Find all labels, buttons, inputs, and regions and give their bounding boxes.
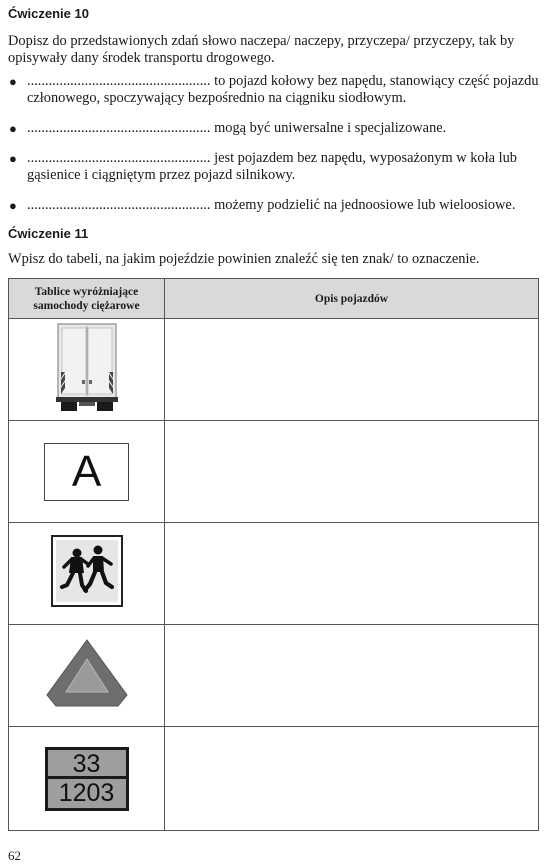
sentence-text: mogą być uniwersalne i specjalizowane. (210, 120, 447, 136)
un-number: 1203 (58, 778, 115, 807)
exercise-11-instruction: Wpisz do tabeli, na jakim pojeździe powinien znaleźć się ten znak/ to oznaczenie. (8, 251, 480, 267)
table-row (9, 727, 539, 831)
hazard-number: 33 (48, 750, 126, 779)
adr-hazard-plate-icon (45, 747, 129, 811)
table-row (9, 319, 539, 421)
vehicle-sign-table (8, 278, 539, 831)
answer-blank[interactable]: ................................................... (27, 73, 211, 89)
description-cell[interactable] (165, 727, 539, 831)
list-item (8, 150, 543, 184)
sign-letter: A (71, 446, 102, 496)
letter-a-sign-icon (44, 443, 129, 501)
exercise-10-instruction: Dopisz do przedstawionych zdań słowo naczepa/ naczepy, przyczepa/ przyczepy, tak by opisywały dany środek transportu drogowego. (8, 33, 515, 66)
sign-cell (9, 319, 165, 421)
children-transport-sign-icon (51, 535, 123, 607)
table-row (9, 421, 539, 523)
sign-cell (9, 421, 165, 523)
truck-rear-marking-icon (54, 322, 120, 412)
sign-cell (9, 727, 165, 831)
exercise-10-title: Ćwiczenie 10 (8, 6, 89, 21)
column-header-description: Opis pojazdów (165, 279, 539, 319)
exercise-10-list (8, 73, 543, 214)
answer-blank[interactable]: ................................................... (27, 120, 211, 136)
answer-blank[interactable]: ................................................... (27, 197, 211, 213)
sentence-text: możemy podzielić na jednoosiowe lub wieloosiowe. (210, 197, 516, 213)
list-item (8, 73, 543, 107)
bullet-icon: ● (9, 198, 17, 213)
answer-blank[interactable]: ................................................... (27, 150, 211, 166)
table-row (9, 523, 539, 625)
sentence-text: to pojazd kołowy bez napędu, stanowiący część pojazdu członowego, spoczywający bezpośrednio na ciągniku siodłowym. (27, 73, 539, 106)
exercise-11-title: Ćwiczenie 11 (8, 226, 89, 241)
list-item (8, 120, 543, 137)
slow-vehicle-triangle-icon (44, 637, 130, 709)
table-row (9, 625, 539, 727)
list-item (8, 197, 543, 214)
column-header-signs: Tablice wyróżniające samochody ciężarowe (9, 279, 165, 319)
description-cell[interactable] (165, 421, 539, 523)
sign-cell (9, 523, 165, 625)
description-cell[interactable] (165, 523, 539, 625)
page-number: 62 (8, 848, 21, 863)
sign-cell (9, 625, 165, 727)
bullet-icon: ● (9, 151, 17, 166)
description-cell[interactable] (165, 625, 539, 727)
description-cell[interactable] (165, 319, 539, 421)
sentence-text: jest pojazdem bez napędu, wyposażonym w koła lub gąsienice i ciągniętym przez pojazd silnikowy. (27, 150, 518, 183)
bullet-icon: ● (9, 121, 17, 136)
table-header-row (9, 279, 539, 319)
bullet-icon: ● (9, 74, 17, 89)
